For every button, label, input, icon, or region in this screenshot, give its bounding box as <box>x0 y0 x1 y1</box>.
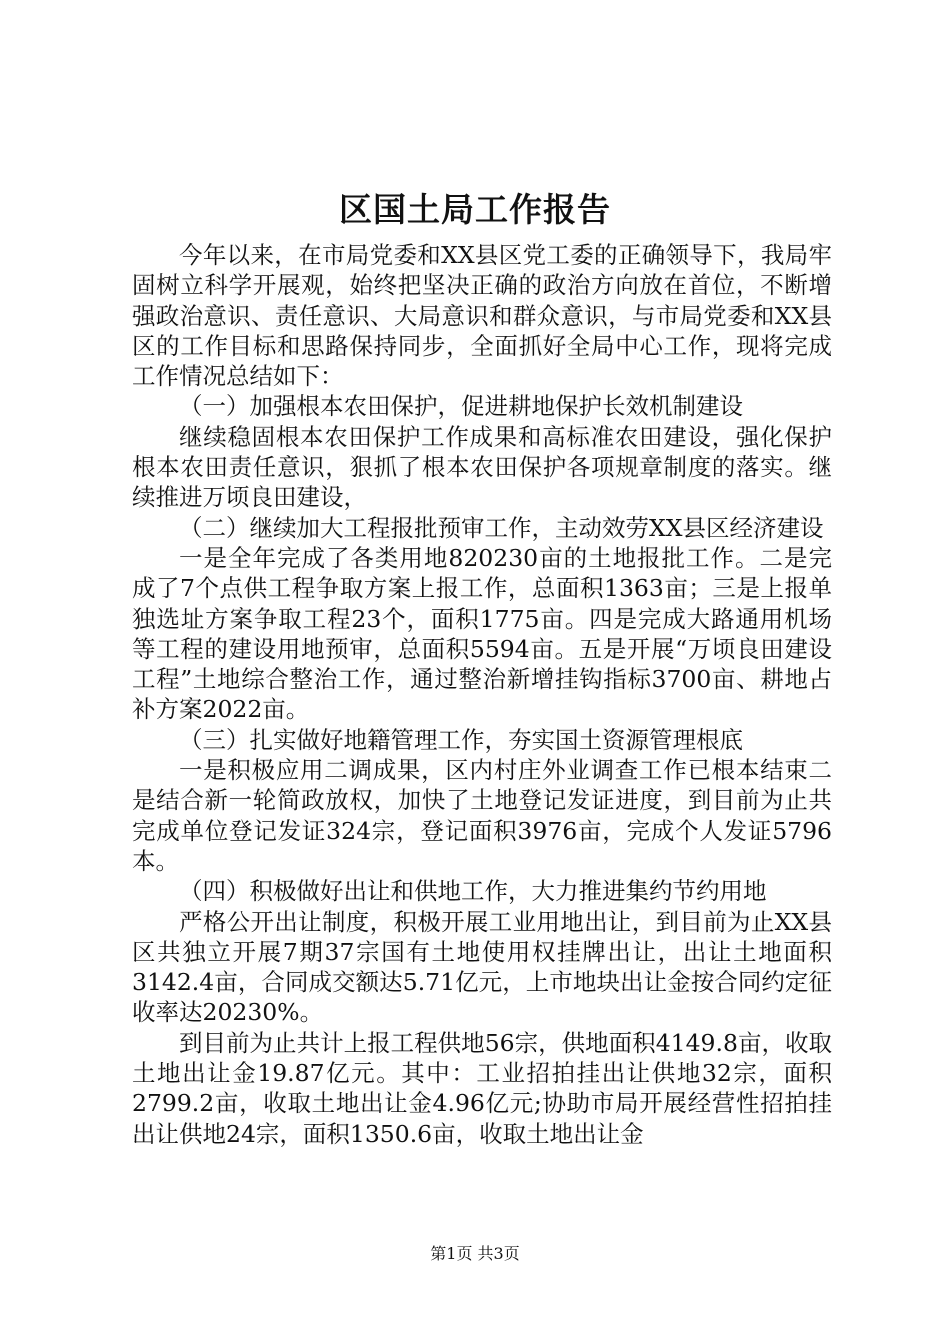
section-heading-3: （三）扎实做好地籍管理工作，夯实国土资源管理根底 <box>179 725 743 754</box>
paragraph-cadastre: 一是积极应用二调成果，区内村庄外业调查工作已根本结束二是结合新一轮简政放权，加快了土地登记发证进度，到目前为止共完成单位登记发证324宗，登记面积3976亩，完成个人发证5796本。 <box>132 756 832 875</box>
section-heading-4: （四）积极做好出让和供地工作，大力推进集约节约用地 <box>179 877 767 906</box>
paragraph-intro: 今年以来，在市局党委和XX县区党工委的正确领导下，我局牢固树立科学开展观，始终把坚决正确的政治方向放在首位，不断增强政治意识、责任意识、大局意识和群众意识，与市局党委和XX县区的工作目标和思路保持同步，全面抓好全局中心工作，现将完成工作情况总结如下： <box>132 241 832 391</box>
paragraph-approvals: 一是全年完成了各类用地820230亩的土地报批工作。二是完成了7个点供工程争取方案上报工作，总面积1363亩；三是上报单独选址方案争取工程23个，面积1775亩。四是完成大路通用机场等工程的建设用地预审，总面积5594亩。五是开展“万顷良田建设工程”土地综合整治工作，通过整治新增挂钩指标3700亩、耕地占补方案2022亩。 <box>132 543 832 724</box>
section-heading-1: （一）加强根本农田保护，促进耕地保护长效机制建设 <box>179 392 743 421</box>
document-title: 区国土局工作报告 <box>339 190 611 229</box>
paragraph-land-supply: 到目前为止共计上报工程供地56宗，供地面积4149.8亩，收取土地出让金19.87亿元。其中：工业招拍挂出让供地32宗，面积2799.2亩，收取土地出让金4.96亿元;协助市局开展经营性招拍挂出让供地24宗，面积1350.6亩，收取土地出让金 <box>132 1028 832 1148</box>
document-body <box>132 240 832 1149</box>
paragraph-farmland: 继续稳固根本农田保护工作成果和高标准农田建设，强化保护根本农田责任意识，狠抓了根本农田保护各项规章制度的落实。继续推进万顷良田建设， <box>132 422 832 512</box>
section-heading-2: （二）继续加大工程报批预审工作，主动效劳XX县区经济建设 <box>179 513 824 542</box>
paragraph-transfer: 严格公开出让制度，积极开展工业用地出让，到目前为止XX县区共独立开展7期37宗国有土地使用权挂牌出让，出让土地面积3142.4亩，合同成交额达5.71亿元，上市地块出让金按合同约定征收率达20230%。 <box>132 907 832 1027</box>
page-indicator: 第1页 共3页 <box>430 1244 520 1263</box>
